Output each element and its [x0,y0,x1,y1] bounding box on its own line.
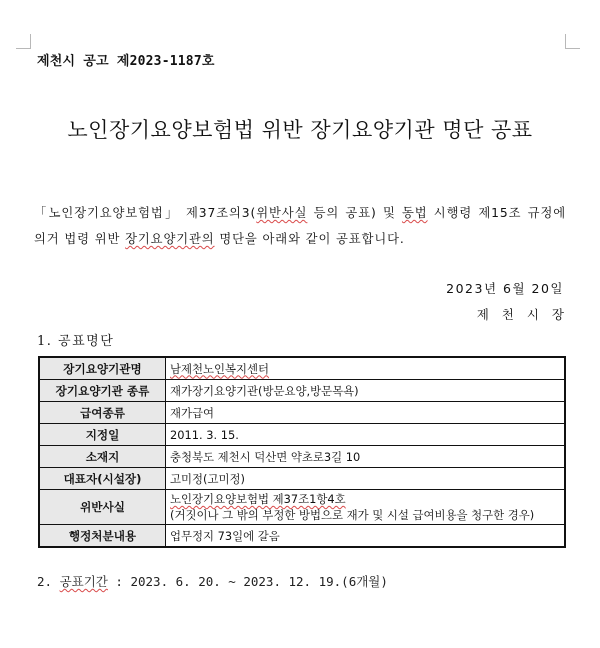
institution-name: 남제천노인복지센터 [170,361,270,376]
article-subject: 위반사실 [256,206,308,220]
row-value: 업무정지 73일에 갈음 [166,525,566,548]
notice-number: 제천시 공고 제2023-1187호 [37,54,215,69]
table-row [39,357,565,380]
section-2-period [37,572,388,590]
row-label: 급여종류 [39,402,166,424]
table-row [39,380,565,402]
row-label: 장기요양기관명 [39,357,166,380]
table-row [39,424,565,446]
page-corner-mark-right [565,34,580,49]
violation-detail: (거짓이나 그 밖의 부정한 방법으로 재가 및 시설 급여비용을 청구한 경우) [170,508,535,522]
row-value: 고미정(고미정) [166,468,566,490]
row-label: 소재지 [39,446,166,468]
page-corner-mark-left [16,34,31,49]
row-value [166,490,566,525]
table-row [39,525,565,548]
article-rest: 등의 공표) 및 [307,206,402,220]
row-label: 위반사실 [39,490,166,525]
period-range: : 2023. 6. 20. ~ 2023. 12. 19.(6개월) [107,574,388,589]
table-row [39,446,565,468]
enforcement-ref: 시행령 제15조 규정에 의거 법령 위반 [34,206,566,246]
announcement-date: 2023년 6월 20일 [446,281,564,296]
institution-term: 장기요양기관의 [125,232,215,246]
violation-law: 노인장기요양보험법 제37조1항4호 [170,492,346,506]
same-law: 동법 [401,206,428,220]
table-row [39,490,565,525]
section-2-prefix: 2. [37,574,60,589]
row-value: 재가장기요양기관(방문요양,방문목욕) [166,380,566,402]
period-label: 공표기간 [59,574,108,589]
row-label: 행정처분내용 [39,525,166,548]
article-ref: 제37조의3( [186,206,257,220]
row-value: 재가급여 [166,402,566,424]
document-title: 노인장기요양보험법 위반 장기요양기관 명단 공표 [67,118,533,142]
disclosure-table [38,356,566,548]
row-value: 2011. 3. 15. [166,424,566,446]
row-value [166,357,566,380]
closing-sentence: 명단을 아래와 같이 공표합니다. [214,232,405,246]
table-row [39,468,565,490]
issuer-name: 제천시장 [476,307,577,322]
row-value: 충청북도 제천시 덕산면 약초로3길 10 [166,446,566,468]
announcement-body [34,200,566,252]
row-label: 지정일 [39,424,166,446]
row-label: 대표자(시설장) [39,468,166,490]
table-row [39,402,565,424]
law-name: 「노인장기요양보험법」 [34,206,180,220]
row-label: 장기요양기관 종류 [39,380,166,402]
section-1-heading: 1. 공표명단 [37,334,115,349]
